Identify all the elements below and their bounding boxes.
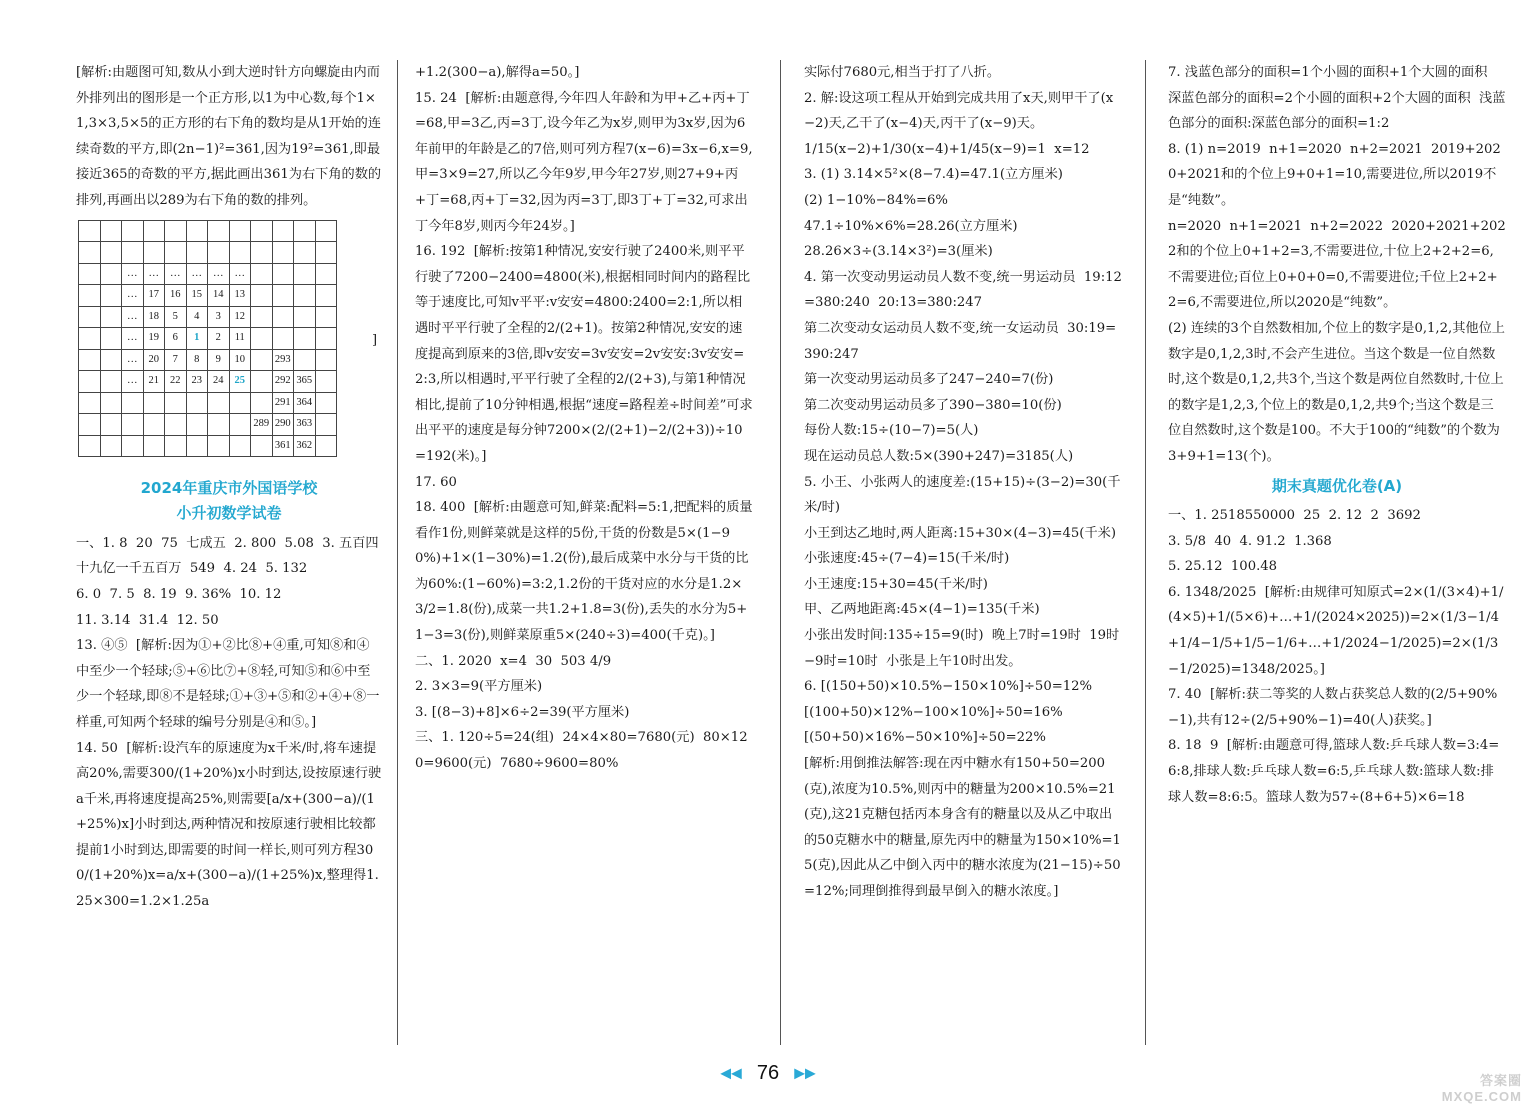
grid-cell	[165, 435, 187, 457]
answer-list	[1168, 60, 1506, 470]
grid-cell	[186, 392, 208, 414]
grid-cell	[294, 263, 316, 285]
grid-cell	[165, 242, 187, 264]
grid-cell	[251, 371, 273, 393]
grid-cell: …	[229, 263, 251, 285]
grid-cell	[100, 306, 122, 328]
grid-cell: …	[186, 263, 208, 285]
grid-cell: 289	[251, 414, 273, 436]
grid-cell: 291	[272, 392, 294, 414]
grid-cell	[79, 242, 101, 264]
grid-cell	[100, 435, 122, 457]
grid-cell: 9	[208, 349, 230, 371]
answer-list	[76, 531, 382, 915]
answer-line: 2. 解:设这项工程从开始到完成共用了x天,则甲干了(x−2)天,乙干了(x−4)天,丙干了(x−9)天。	[804, 90, 1114, 132]
answer-line: 2. 3×3=9(平方厘米)	[415, 679, 543, 695]
grid-cell	[294, 220, 316, 242]
grid-cell	[100, 242, 122, 264]
grid-cell	[100, 371, 122, 393]
grid-cell	[251, 220, 273, 242]
grid-cell: 16	[165, 285, 187, 307]
grid-cell: 18	[143, 306, 165, 328]
answer-line: 第一次变动男运动员多了247−240=7(份)	[804, 372, 1054, 388]
answer-line: 3. (1) 3.14×5²×(8−7.4)=47.1(立方厘米)	[804, 167, 1063, 183]
answer-line: 7. 40 [解析:获二等奖的人数占获奖总人数的(2/5+90%−1),共有12÷(2/5+90%−1)=40(人)获奖。]	[1168, 687, 1498, 728]
grid-cell: 362	[294, 435, 316, 457]
column-3	[804, 60, 1122, 905]
grid-cell	[143, 414, 165, 436]
grid-cell	[294, 242, 316, 264]
grid-cell	[315, 392, 337, 414]
grid-cell	[79, 414, 101, 436]
grid-cell	[229, 242, 251, 264]
grid-cell	[100, 414, 122, 436]
grid-cell	[229, 392, 251, 414]
answer-line: 三、1. 120÷5=24(组) 24×4×80=7680(元) 80×120=9600(元) 7680÷9600=80%	[415, 730, 748, 772]
grid-cell	[294, 285, 316, 307]
answer-line: n=2020 n+1=2021 n+2=2022 2020+2021+2022和的个位上0+1+2=3,不需要进位,十位上2+2+2=6,不需要进位;百位上0+0+0=0,不需要进位;千位上2+2+2=6,不需要进位,所以2020是“纯数”。	[1168, 218, 1506, 311]
grid-cell	[315, 328, 337, 350]
grid-cell	[208, 220, 230, 242]
answer-line: +1.2(300−a),解得a=50。]	[415, 65, 580, 80]
grid-cell	[79, 328, 101, 350]
grid-cell	[186, 220, 208, 242]
grid-cell	[165, 414, 187, 436]
answer-line: 17. 60	[415, 474, 457, 490]
grid-cell: 365	[294, 371, 316, 393]
grid-cell	[272, 285, 294, 307]
grid-cell	[208, 242, 230, 264]
grid-cell: 3	[208, 306, 230, 328]
grid-cell	[208, 435, 230, 457]
bracket-mark: ]	[372, 332, 378, 348]
column-divider	[780, 60, 781, 1045]
grid-cell	[79, 371, 101, 393]
grid-cell	[229, 435, 251, 457]
grid-cell: 361	[272, 435, 294, 457]
grid-cell: 293	[272, 349, 294, 371]
answer-line: 现在运动员总人数:5×(390+247)=3185(人)	[804, 448, 1074, 464]
answer-line: 第二次变动女运动员人数不变,统一女运动员 30:19=390:247	[804, 320, 1117, 362]
grid-cell	[100, 285, 122, 307]
column-2	[415, 60, 753, 777]
answer-line: 实际付7680元,相当于打了八折。	[804, 65, 1001, 80]
answer-line: 5. 小王、小张两人的速度差:(15+15)÷(3−2)=30(千米/时)	[804, 474, 1121, 516]
grid-cell	[229, 220, 251, 242]
answer-line: 1/15(x−2)+1/30(x−4)+1/45(x−9)=1 x=12	[804, 141, 1090, 157]
grid-cell: 10	[229, 349, 251, 371]
grid-cell	[272, 306, 294, 328]
grid-cell	[208, 392, 230, 414]
grid-cell	[315, 349, 337, 371]
grid-cell	[251, 242, 273, 264]
grid-cell	[79, 349, 101, 371]
grid-cell: 19	[143, 328, 165, 350]
spiral-grid	[76, 220, 382, 470]
answer-line: [解析:用倒推法解答:现在丙中糖水有150+50=200(克),浓度为10.5%,则丙中的糖量为200×10.5%=21(克),这21克糖包括丙本身含有的糖量以及从乙中取出的50克糖水中的糖量,原先丙中的糖量为150×10%=15(克),因此从乙中倒入丙中的糖水浓度为(21−15)÷50=12%;同理倒推得到最早倒入的糖水浓度。]	[804, 756, 1121, 899]
grid-cell	[122, 414, 144, 436]
next-arrows-icon: ▶▶	[794, 1065, 816, 1082]
section-title-exam: 小升初数学试卷	[176, 504, 282, 523]
answer-list	[415, 60, 753, 777]
grid-cell	[251, 306, 273, 328]
grid-cell: 13	[229, 285, 251, 307]
answer-line: 5. 25.12 100.48	[1168, 559, 1278, 575]
grid-cell	[186, 414, 208, 436]
grid-cell: 15	[186, 285, 208, 307]
grid-cell	[315, 371, 337, 393]
grid-cell: 1	[186, 328, 208, 350]
answer-paragraph: [解析:由题图可知,数从小到大逆时针方向螺旋由内而外排列出的图形是一个正方形,以1为中心数,每个1×1,3×3,5×5的正方形的右下角的数均是从1开始的连续奇数的平方,即(2n−1)²=361,因为19²=361,即最接近365的奇数的平方,据此画出361为右下角的数的排列,再画出以289为右下角的数的排列。	[76, 65, 382, 208]
answer-list	[804, 60, 1122, 905]
grid-cell: 14	[208, 285, 230, 307]
page-number: 76	[756, 1062, 780, 1084]
grid-cell: …	[122, 285, 144, 307]
answer-line: 8. (1) n=2019 n+1=2020 n+2=2021 2019+2020+2021和的个位上9+0+1=10,需要进位,所以2019不是“纯数”。	[1168, 141, 1501, 208]
grid-cell: 17	[143, 285, 165, 307]
grid-cell	[122, 392, 144, 414]
answer-line: (2) 连续的3个自然数相加,个位上的数字是0,1,2,其他位上数字是0,1,2,3时,不会产生进位。当这个数是一位自然数时,这个数是0,1,2,共3个,当这个数是两位自然数时,十位上的数字是1,2,3,个位上的数是0,1,2,共9个;当这个数是三位自然数时,这个数是100。不大于100的“纯数”的个数为3+9+1=13(个)。	[1168, 320, 1505, 464]
grid-cell: 4	[186, 306, 208, 328]
grid-cell: …	[122, 371, 144, 393]
grid-cell	[165, 220, 187, 242]
grid-cell: 364	[294, 392, 316, 414]
grid-cell: 23	[186, 371, 208, 393]
grid-cell	[315, 435, 337, 457]
answer-line: 小王速度:15+30=45(千米/时)	[804, 576, 988, 592]
grid-cell: 363	[294, 414, 316, 436]
grid-cell: 22	[165, 371, 187, 393]
answer-line: 16. 192 [解析:按第1种情况,安安行驶了2400米,则平平行驶了7200−2400=4800(米),根据相同时间内的路程比等于速度比,可知v平平:v安安=4800:2400=2:1,所以相遇时平平行驶了全程的2/(2+1)。按第2种情况,安安的速度提高到原来的3倍,即v安安=3v安安=2v安安:3v安安=2:3,所以相遇时,平平行驶了全程的2/(2+3),与第1种情况相比,提前了10分钟相遇,根据“速度=路程差÷时间差”可求出平平的速度是每分钟7200×(2/(2+1)−2/(2+3))÷10=192(米)。]	[415, 244, 753, 464]
grid-cell: 292	[272, 371, 294, 393]
answer-line: 6. 1348/2025 [解析:由规律可知原式=2×(1/(3×4)+1/(4×5)+1/(5×6)+…+1/(2024×2025))=2×(1/3−1/4+1/4−1/5+1/5−1/6+…+1/2024−1/2025)=2×(1/3−1/2025)=1348/2025。]	[1168, 584, 1504, 677]
grid-cell	[272, 242, 294, 264]
grid-cell	[122, 242, 144, 264]
answer-line: 15. 24 [解析:由题意得,今年四人年龄和为甲+乙+丙+丁=68,甲=3乙,丙=3丁,设今年乙为x岁,则甲为3x岁,因为6年前甲的年龄是乙的7倍,则可列方程7(x−6)=3x−6,x=9,甲=3×9=27,所以乙今年9岁,甲今年27岁,则27+9+丙+丁=68,丙+丁=32,因为丙=3丁,即3丁+丁=32,可求出丁今年8岁,则丙今年24岁。]	[415, 90, 753, 234]
grid-cell	[186, 242, 208, 264]
answer-line: 18. 400 [解析:由题意可知,鲜菜:配料=5:1,把配料的质量看作1份,则鲜菜就是这样的5份,干货的份数是5×(1−90%)+1×(1−30%)=1.2(份),最后成菜中水分与干货的比为60%:(1−60%)=3:2,1.2份的干货对应的水分是1.2×3/2=1.8(份),成菜一共1.2+1.8=3(份),丢失的水分为5+1−3=3(份),则鲜菜原重5×(240÷3)=400(千克)。]	[415, 500, 753, 644]
grid-cell	[100, 220, 122, 242]
grid-cell: …	[122, 328, 144, 350]
answer-line: 小王到达乙地时,两人距离:15+30×(4−3)=45(千米)	[804, 525, 1116, 541]
grid-cell: 20	[143, 349, 165, 371]
grid-cell	[79, 392, 101, 414]
answer-line: [(50+50)×16%−50×10%]÷50=22%	[804, 730, 1046, 746]
answer-line: 3. [(8−3)+8]×6÷2=39(平方厘米)	[415, 704, 630, 720]
grid-cell	[315, 242, 337, 264]
answer-line: 28.26×3÷(3.14×3²)=3(厘米)	[804, 244, 993, 260]
grid-cell	[143, 220, 165, 242]
grid-cell	[143, 392, 165, 414]
grid-cell: …	[165, 263, 187, 285]
grid-cell	[79, 306, 101, 328]
watermark-logo	[1442, 1070, 1522, 1104]
grid-cell	[186, 435, 208, 457]
answer-line: 14. 50 [解析:设汽车的原速度为x千米/时,将车速提高20%,需要300/(1+20%)x小时到达,设按原速行驶a千米,再将速度提高25%,则需要[a/x+(300−a)/(1+25%)x]小时到达,两种情况和按原速行驶相比较都提前1小时到达,即需要的时间一样长,则可列方程300/(1+20%)x=a/x+(300−a)/(1+25%)x,整理得1.25×300=1.2×1.25a	[76, 740, 382, 910]
grid-cell	[294, 328, 316, 350]
answer-line: 甲、乙两地距离:45×(4−1)=135(千米)	[804, 602, 1040, 618]
spiral-number-table	[78, 220, 337, 458]
column-divider	[397, 60, 398, 1045]
grid-cell	[143, 435, 165, 457]
grid-cell	[100, 392, 122, 414]
answer-line: 6. [(150+50)×10.5%−150×10%]÷50=12%	[804, 679, 1093, 695]
grid-cell: …	[143, 263, 165, 285]
grid-cell	[122, 435, 144, 457]
grid-cell	[294, 349, 316, 371]
grid-cell	[100, 263, 122, 285]
grid-cell	[294, 306, 316, 328]
grid-cell	[79, 220, 101, 242]
answer-line: 4. 第一次变动男运动员人数不变,统一男运动员 19:12=380:240 20:13=380:247	[804, 269, 1122, 311]
answer-line: 一、1. 2518550000 25 2. 12 2 3692	[1168, 508, 1421, 524]
section-title-final-exam: 期末真题优化卷(A)	[1271, 476, 1403, 495]
grid-cell	[100, 328, 122, 350]
grid-cell: 8	[186, 349, 208, 371]
watermark-url: MXQE.COM	[1441, 1089, 1522, 1104]
grid-cell	[315, 220, 337, 242]
grid-cell	[315, 285, 337, 307]
grid-cell	[251, 263, 273, 285]
answer-line: 6. 0 7. 5 8. 19 9. 36% 10. 12	[76, 586, 282, 602]
grid-cell: …	[122, 349, 144, 371]
column-divider	[1145, 60, 1146, 1045]
answer-line: 小张速度:45÷(7−4)=15(千米/时)	[804, 551, 1010, 567]
prev-arrows-icon: ◀◀	[720, 1065, 742, 1082]
grid-cell	[79, 285, 101, 307]
grid-cell	[122, 220, 144, 242]
column-4	[1168, 60, 1506, 810]
answer-line: 7. 浅蓝色部分的面积=1个小圆的面积+1个大圆的面积 深蓝色部分的面积=2个小圆的面积+2个大圆的面积 浅蓝色部分的面积:深蓝色部分的面积=1:2	[1168, 65, 1506, 132]
answer-line: 一、1. 8 20 75 七成五 2. 800 5.08 3. 五百四十九亿一千五百万 549 4. 24 5. 132	[76, 535, 379, 577]
grid-cell	[79, 435, 101, 457]
watermark-text: 答案圈	[1479, 1073, 1522, 1088]
section-title-school: 2024年重庆市外国语学校	[140, 478, 318, 497]
answer-line: 每份人数:15÷(10−7)=5(人)	[804, 423, 979, 439]
answer-line: 8. 18 9 [解析:由题意可得,篮球人数:乒乓球人数=3:4=6:8,排球人数:乒乓球人数=6:5,乒乓球人数:篮球人数:排球人数=8:6:5。篮球人数为57÷(8+6+5)×6=18	[1168, 738, 1500, 805]
grid-cell	[251, 392, 273, 414]
grid-cell: 290	[272, 414, 294, 436]
grid-cell: 6	[165, 328, 187, 350]
grid-cell: …	[208, 263, 230, 285]
grid-cell	[272, 220, 294, 242]
grid-cell	[315, 414, 337, 436]
answer-line: [(100+50)×12%−100×10%]÷50=16%	[804, 704, 1063, 720]
grid-cell: 21	[143, 371, 165, 393]
page-footer	[0, 1062, 1536, 1085]
column-1	[76, 60, 382, 915]
grid-cell: …	[122, 263, 144, 285]
grid-cell	[79, 263, 101, 285]
answer-line: 二、1. 2020 x=4 30 503 4/9	[415, 653, 612, 669]
grid-cell: 2	[208, 328, 230, 350]
grid-cell	[251, 349, 273, 371]
grid-cell	[272, 263, 294, 285]
grid-cell	[251, 435, 273, 457]
grid-cell	[315, 306, 337, 328]
grid-cell	[143, 242, 165, 264]
grid-cell	[272, 328, 294, 350]
grid-cell: 7	[165, 349, 187, 371]
grid-cell: 24	[208, 371, 230, 393]
answer-line: 小张出发时间:135÷15=9(时) 晚上7时=19时 19时−9时=10时 小张是上午10时出发。	[804, 628, 1120, 669]
grid-cell: 25	[229, 371, 251, 393]
grid-cell: …	[122, 306, 144, 328]
grid-cell	[165, 392, 187, 414]
grid-cell	[208, 414, 230, 436]
grid-cell	[251, 285, 273, 307]
grid-cell	[229, 414, 251, 436]
answer-line: 3. 5/8 40 4. 91.2 1.368	[1168, 533, 1332, 549]
answer-line: (2) 1−10%−84%=6%	[804, 192, 948, 208]
answer-line: 47.1÷10%×6%=28.26(立方厘米)	[804, 218, 1018, 234]
answer-list	[1168, 503, 1506, 810]
grid-cell: 11	[229, 328, 251, 350]
grid-cell: 12	[229, 306, 251, 328]
grid-cell	[100, 349, 122, 371]
grid-cell	[251, 328, 273, 350]
answer-line: 13. ④⑤ [解析:因为①+②比⑧+④重,可知⑧和④中至少一个轻球;⑤+⑥比⑦+⑧轻,可知⑤和⑥中至少一个轻球,即⑧不是轻球;①+③+⑤和②+④+⑧一样重,可知两个轻球的编号分别是④和⑤。]	[76, 638, 380, 730]
grid-cell: 5	[165, 306, 187, 328]
grid-cell	[315, 263, 337, 285]
answer-line: 第二次变动男运动员多了390−380=10(份)	[804, 397, 1062, 413]
answer-line: 11. 3.14 31.4 12. 50	[76, 612, 219, 628]
